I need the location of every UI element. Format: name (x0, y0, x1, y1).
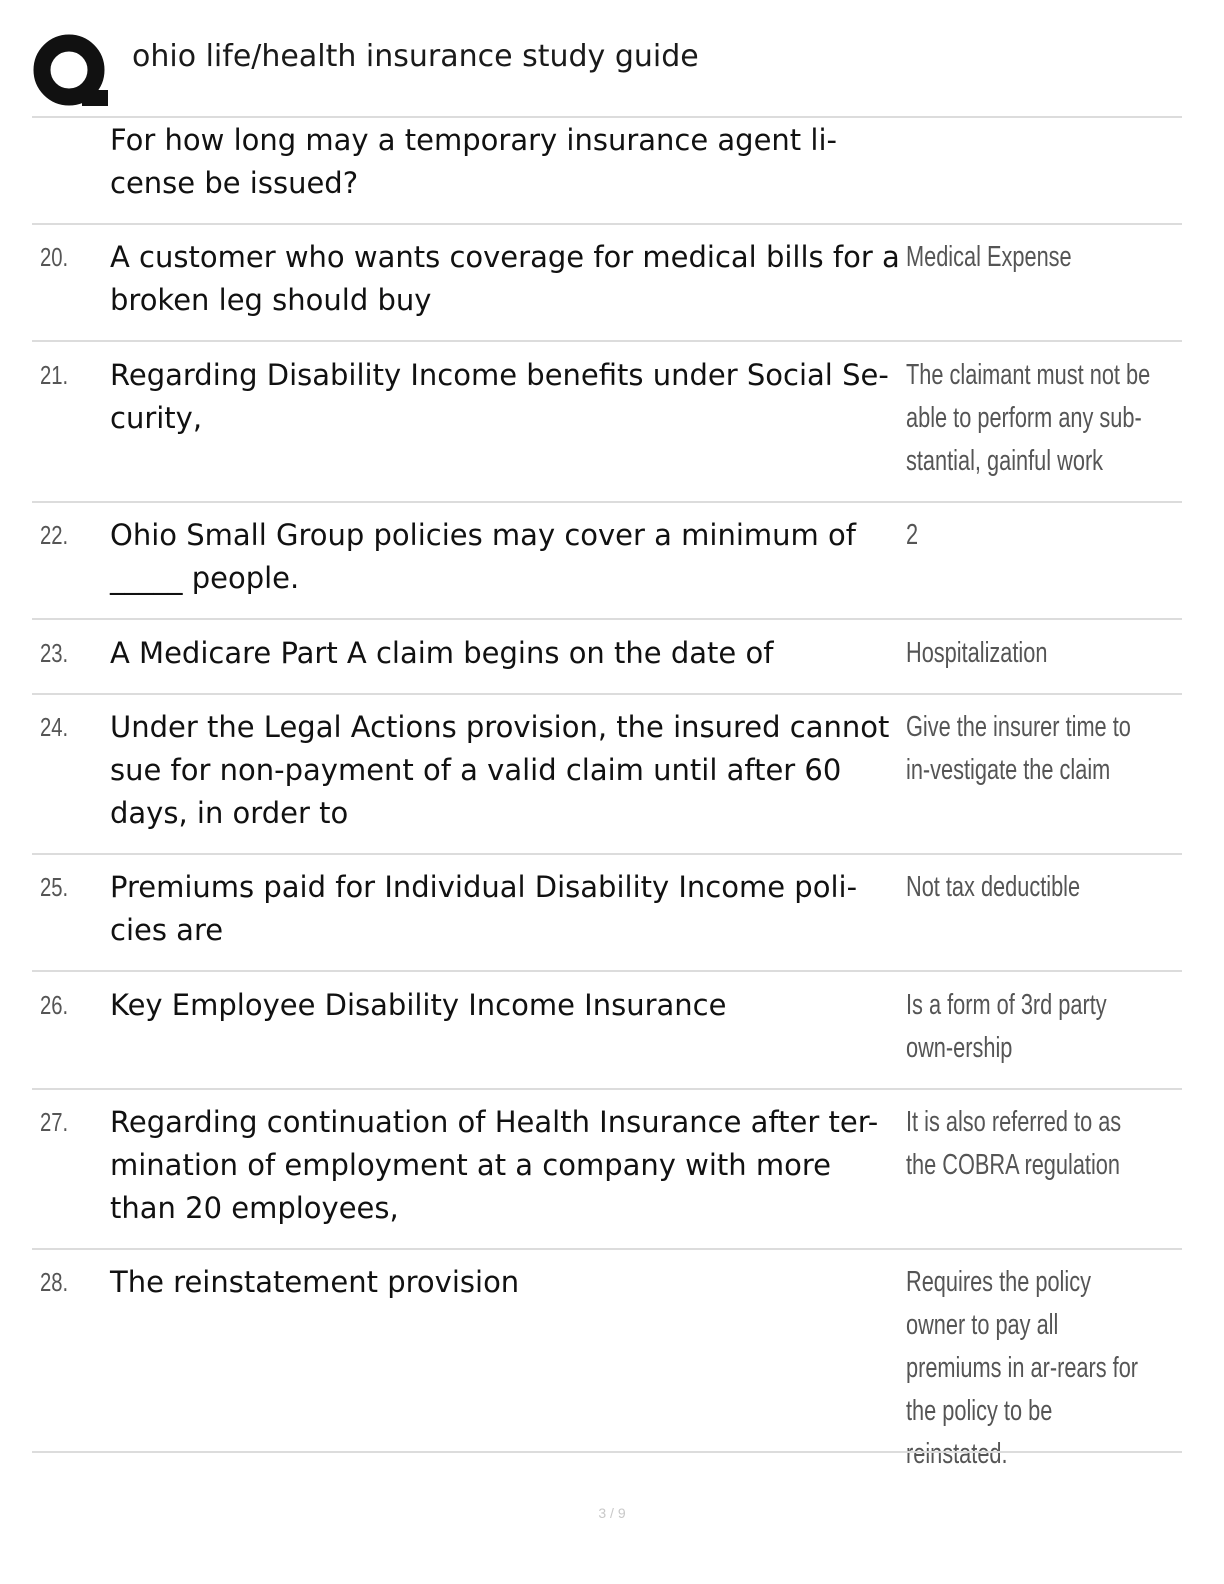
question-number: 28. (40, 1267, 69, 1297)
question-number: 27. (40, 1107, 69, 1137)
divider (32, 1248, 1182, 1250)
divider (32, 223, 1182, 225)
divider (32, 340, 1182, 342)
question-number: 20. (40, 242, 69, 272)
answer-text: Is a form of 3rd party own-ership (906, 989, 1107, 1064)
divider (32, 970, 1182, 972)
divider (32, 618, 1182, 620)
answer-text: Hospitalization (906, 637, 1048, 669)
answer-text: The claimant must not be able to perform any sub-stantial, gainful work (906, 359, 1151, 477)
question-number: 26. (40, 990, 69, 1020)
question-text: Regarding continuation of Health Insurance after ter-mination of employment at a company with more than 20 employees, (110, 1105, 879, 1225)
question-text: The reinstatement provision (110, 1265, 520, 1299)
answer-text: Not tax deductible (906, 871, 1081, 903)
quizlet-logo-icon (32, 34, 110, 112)
answer-text: 2 (906, 519, 919, 551)
divider (32, 853, 1182, 855)
question-text: Under the Legal Actions provision, the insured cannot sue for non-payment of a valid claim until after 60 days, in order to (110, 710, 890, 830)
question-text: A Medicare Part A claim begins on the date of (110, 636, 774, 670)
question-text: For how long may a temporary insurance agent li-cense be issued? (110, 123, 837, 200)
document-title: ohio life/health insurance study guide (132, 39, 699, 74)
question-text: A customer who wants coverage for medical bills for a broken leg should buy (110, 240, 900, 317)
question-number: 22. (40, 520, 69, 550)
question-text: Premiums paid for Individual Disability Income poli-cies are (110, 870, 858, 947)
question-text: Ohio Small Group policies may cover a minimum of _____ people. (110, 518, 856, 595)
question-number: 24. (40, 712, 69, 742)
answer-text: Requires the policy owner to pay all premiums in ar-rears for the policy to be reinstated. (906, 1266, 1139, 1470)
document-header (32, 28, 1182, 116)
answer-text: It is also referred to as the COBRA regulation (906, 1106, 1122, 1181)
question-number: 23. (40, 638, 69, 668)
question-text: Regarding Disability Income benefits under Social Se-curity, (110, 358, 889, 435)
answer-text: Medical Expense (906, 241, 1072, 273)
page-number: 3 / 9 (598, 1505, 626, 1521)
question-number: 21. (40, 360, 69, 390)
divider (32, 693, 1182, 695)
divider (32, 1451, 1182, 1453)
answer-text: Give the insurer time to in-vestigate the claim (906, 711, 1131, 786)
divider (32, 1088, 1182, 1090)
question-text: Key Employee Disability Income Insurance (110, 988, 727, 1022)
divider (32, 501, 1182, 503)
divider (32, 116, 1182, 118)
question-number: 25. (40, 872, 69, 902)
